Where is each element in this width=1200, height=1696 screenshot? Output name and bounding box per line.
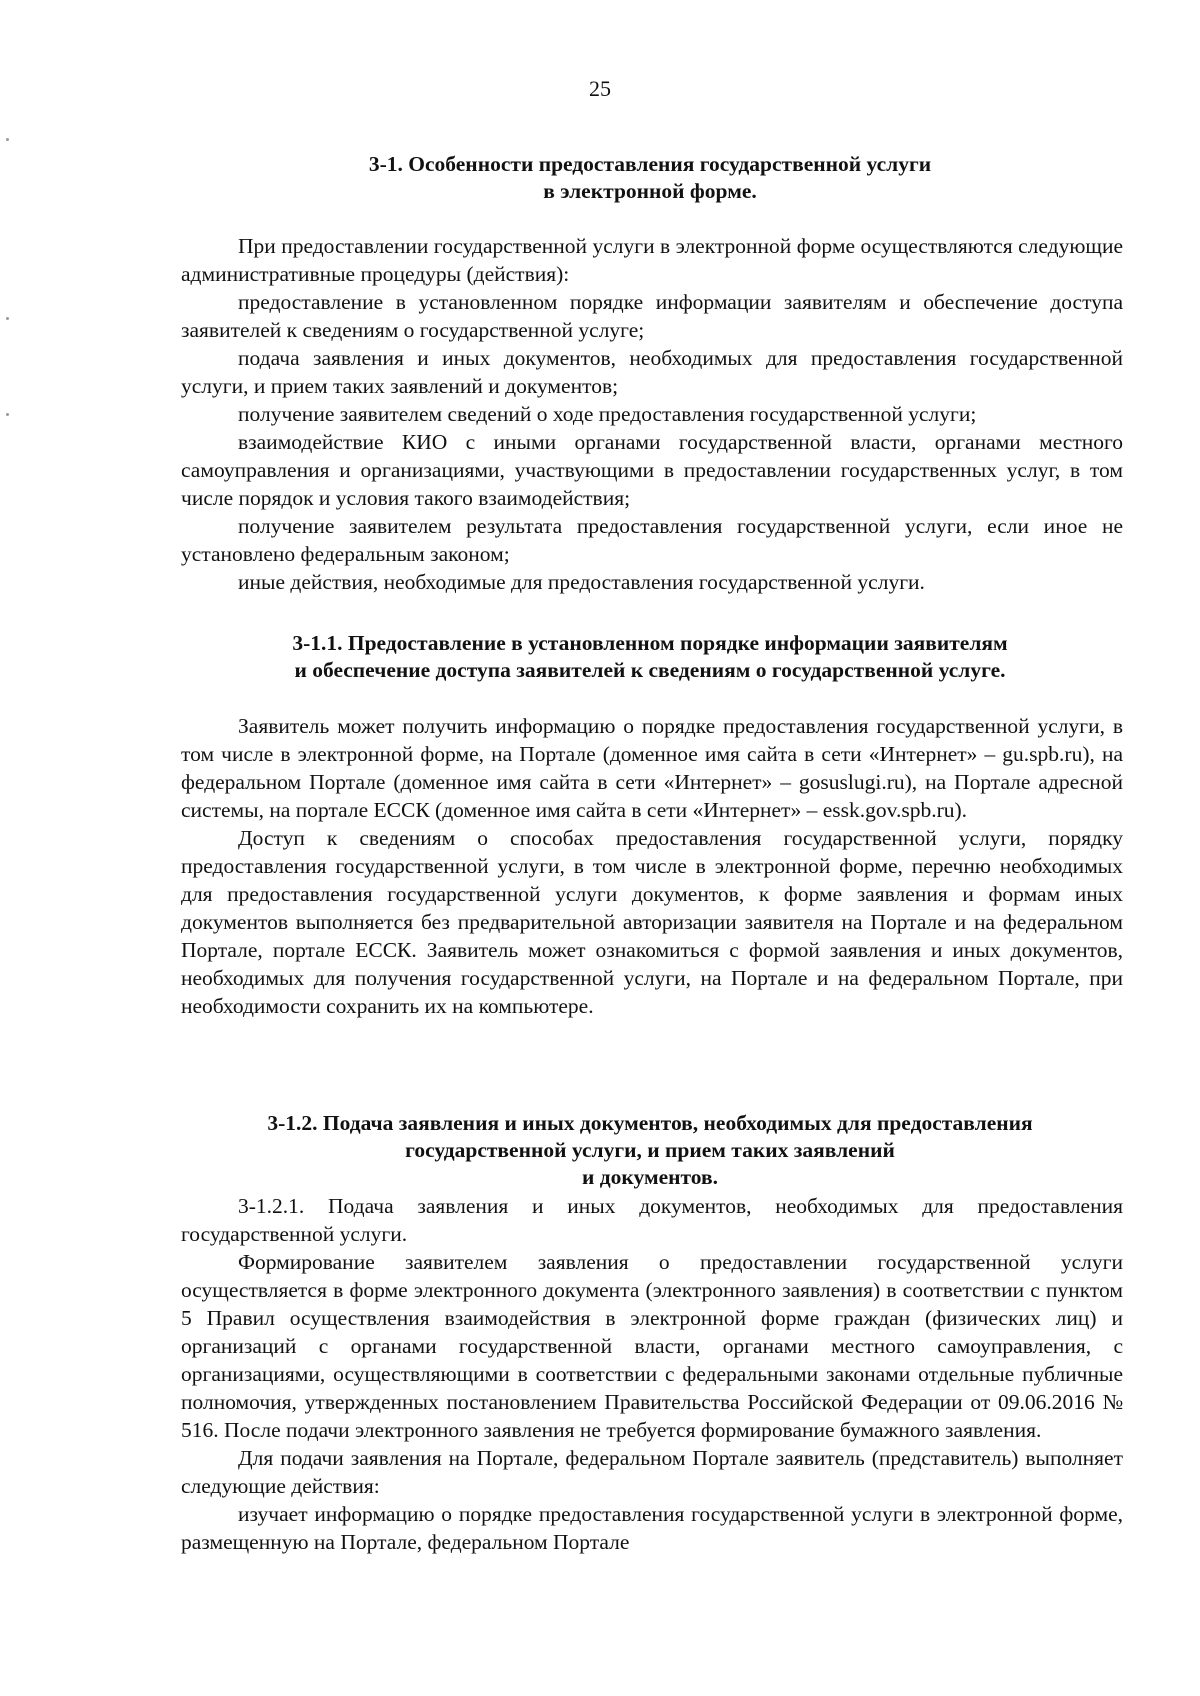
paragraph: Заявитель может получить информацию о порядке предоставления государственной услуги, в том числе в электронной форме, на Портале (доменное имя сайта в сети «Интернет» – gu.spb.ru), на федеральном Портале (доменное имя сайта в сети «Интернет» – gosuslugi.ru), на Портале адресной системы, на портале ЕССК (доменное имя сайта в сети «Интернет» – essk.gov.spb.ru). bbox=[181, 714, 1123, 822]
paragraph: предоставление в установленном порядке информации заявителям и обеспечение доступа заявителей к сведениям о государственной услуге; bbox=[181, 290, 1123, 342]
subsection-heading: 3-1.1. Предоставление в установленном порядке информации заявителям и обеспечение доступа заявителей к сведениям о государственной услуге. bbox=[292, 631, 1008, 682]
section-heading: 3-1. Особенности предоставления государственной услуги в электронной форме. bbox=[368, 152, 932, 203]
paragraph: Для подачи заявления на Портале, федеральном Портале заявитель (представитель) выполняет следующие действия: bbox=[181, 1446, 1123, 1498]
paragraph: получение заявителем результата предоставления государственной услуги, если иное не установлено федеральным законом; bbox=[181, 514, 1123, 566]
scan-dot bbox=[6, 138, 9, 141]
scan-dot bbox=[6, 317, 9, 320]
page-number: 25 bbox=[589, 76, 611, 101]
paragraph: взаимодействие КИО с иными органами государственной власти, органами местного самоуправления и организациями, участвующими в предоставлении государственных услуг, в том числе порядок и условия такого взаимодействия; bbox=[181, 430, 1123, 510]
paragraph: получение заявителем сведений о ходе предоставления государственной услуги; bbox=[238, 402, 977, 426]
section-body bbox=[181, 232, 1123, 596]
paragraph: 3-1.2.1. Подача заявления и иных документов, необходимых для предоставления государственной услуги. bbox=[181, 1194, 1123, 1246]
subsection-body bbox=[181, 712, 1123, 1020]
paragraph: изучает информацию о порядке предоставления государственной услуги в электронной форме, размещенную на Портале, федеральном Портале bbox=[181, 1502, 1123, 1554]
paragraph: При предоставлении государственной услуги в электронной форме осуществляются следующие административные процедуры (действия): bbox=[181, 234, 1123, 286]
scan-dot bbox=[6, 413, 9, 416]
subsection-body bbox=[181, 1192, 1123, 1556]
paragraph: Формирование заявителем заявления о предоставлении государственной услуги осуществляется в форме электронного документа (электронного заявления) в соответствии с пунктом 5 Правил осуществления взаимодействия в электронной форме граждан (физических лиц) и организаций с органами государственной власти, органами местного самоуправления, с организациями, осуществляющими в соответствии с федеральными законами отдельные публичные полномочия, утвержденных постановлением Правительства Российской Федерации от 09.06.2016 № 516. После подачи электронного заявления не требуется формирование бумажного заявления. bbox=[181, 1250, 1123, 1442]
paragraph: Доступ к сведениям о способах предоставления государственной услуги, порядку предоставления государственной услуги, в том числе в электронной форме, перечню необходимых для предоставления государственной услуги документов, к форме заявления и формам иных документов выполняется без предварительной авторизации заявителя на Портале и на федеральном Портале, портале ЕССК. Заявитель может ознакомиться с формой заявления и иных документов, необходимых для получения государственной услуги, на Портале и на федеральном Портале, при необходимости сохранить их на компьютере. bbox=[181, 826, 1123, 1018]
paragraph: подача заявления и иных документов, необходимых для предоставления государственной услуги, и прием таких заявлений и документов; bbox=[181, 346, 1123, 398]
paragraph: иные действия, необходимые для предоставления государственной услуги. bbox=[238, 570, 925, 594]
subsection-heading: 3-1.2. Подача заявления и иных документов, необходимых для предоставления государственной услуги, и прием таких заявлений и документов. bbox=[267, 1111, 1033, 1189]
